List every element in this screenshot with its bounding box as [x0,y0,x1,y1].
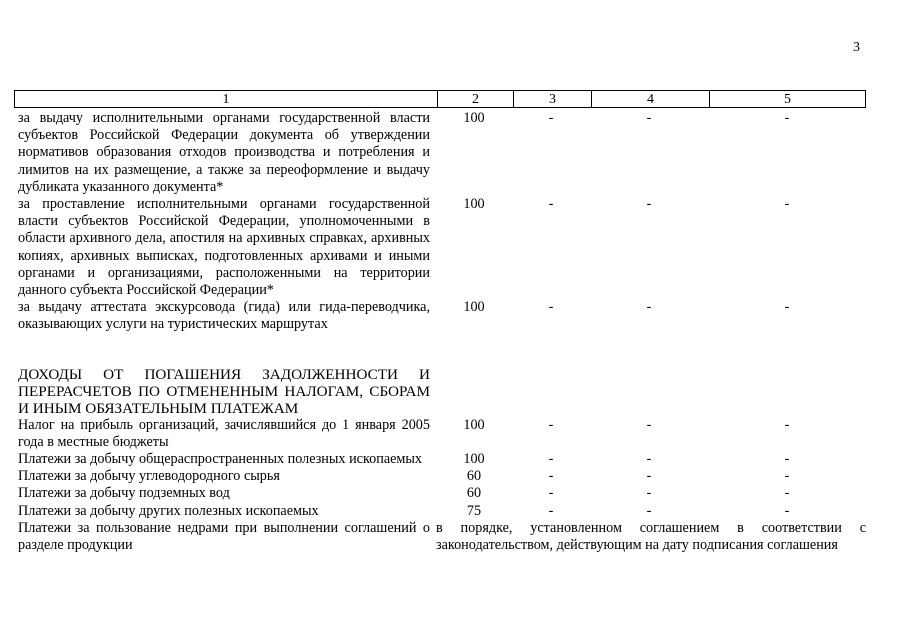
row-value-col3: - [548,468,554,485]
row-description: за выдачу аттестата экскурсовода (гида) или гида-переводчика, оказывающих услуги на туристических маршрутах [18,299,430,333]
row-value-col2: 100 [463,196,485,213]
table-row [14,468,866,485]
table-body [14,110,866,554]
column-header-5: 5 [709,91,865,107]
row-value-col5: - [784,468,790,485]
row-value-col2: 75 [466,502,482,519]
table-header [14,90,866,108]
column-header-4: 4 [591,91,709,107]
row-value-col5: - [784,416,790,433]
row-value-col3: - [548,485,554,502]
row-value-col2: 100 [463,110,485,126]
row-value-col4: - [646,110,652,126]
row-value-col5: - [784,502,790,519]
row-value-col4: - [646,451,652,468]
row-value-col3: - [548,196,554,213]
column-header-3: 3 [513,91,591,107]
row-value-col3: - [548,416,554,433]
row-value-col3: - [548,299,554,316]
row-value-col4: - [646,502,652,519]
row-value-col4: - [646,299,652,316]
table-row [14,299,866,333]
row-description: Платежи за пользование недрами при выполнении соглашений о разделе продукции [18,519,430,554]
row-value-col5: - [784,110,790,126]
row-value-col5: - [784,451,790,468]
row-description: Платежи за добычу общераспространенных полезных ископаемых [18,451,423,468]
row-note: в порядке, установленном соглашением в соответствии с законодательством, действующим на дату подписания соглашения [436,519,866,554]
row-description: Платежи за добычу других полезных ископаемых [18,502,319,519]
section-heading: ДОХОДЫ ОТ ПОГАШЕНИЯ ЗАДОЛЖЕННОСТИ И ПЕРЕРАСЧЕТОВ ПО ОТМЕНЕННЫМ НАЛОГАМ, СБОРАМ И ИНЫМ ОБЯЗАТЕЛЬНЫМ ПЛАТЕЖАМ [18,365,430,417]
row-value-col4: - [646,416,652,433]
row-value-col4: - [646,468,652,485]
row-value-col2: 100 [463,299,485,316]
row-value-col3: - [548,502,554,519]
row-value-col2: 60 [466,485,482,502]
row-value-col3: - [548,110,554,126]
row-value-col3: - [548,451,554,468]
row-value-col5: - [784,196,790,213]
table-row [14,110,866,196]
column-header-2: 2 [437,91,513,107]
row-description: Платежи за добычу углеводородного сырья [18,468,280,485]
row-description: за выдачу исполнительными органами государственной власти субъектов Российской Федерации документа об утверждении нормативов образования отходов производства и потребления и лимитов на их размещение, а также за переоформление и выдачу дубликата указанного документа* [18,110,430,195]
table-row [14,451,866,468]
row-value-col4: - [646,196,652,213]
row-value-col2: 60 [466,468,482,485]
column-header-1: 1 [222,92,230,107]
row-value-col2: 100 [463,416,485,433]
section-spacer [14,334,866,366]
row-description: Налог на прибыль организаций, зачислявшийся до 1 января 2005 года в местные бюджеты [18,416,430,450]
table-row [14,520,866,554]
table-row [14,196,866,299]
row-value-col5: - [784,485,790,502]
row-value-col4: - [646,485,652,502]
table-row [14,417,866,451]
table-row [14,503,866,520]
row-description: Платежи за добычу подземных вод [18,485,230,502]
page-number: 3 [853,40,860,55]
row-value-col5: - [784,299,790,316]
row-value-col2: 100 [463,451,485,468]
row-description: за проставление исполнительными органами государственной власти субъектов Российской Федерации, уполномоченными в области архивного дела, апостиля на архивных справках, архивных копиях, архивных выписках, подготовленных архивами и иными органами и организациями, расположенными на территории данного субъекта Российской Федерации* [18,196,430,299]
table-row [14,485,866,502]
distribution-table [14,90,866,554]
